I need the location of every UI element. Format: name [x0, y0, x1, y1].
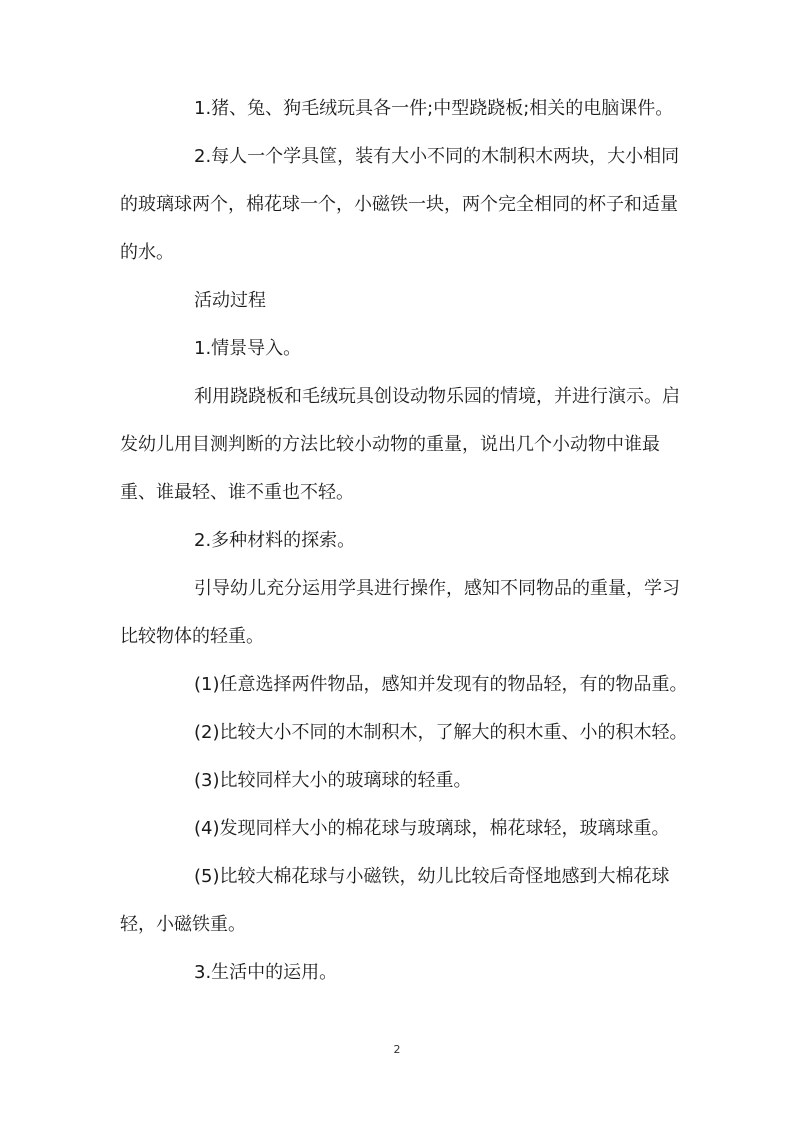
- list-item-2: (2)比较大小不同的木制积木，了解大的积木重、小的积木轻。: [194, 722, 688, 743]
- paragraph-scenario-intro: 利用跷跷板和毛绒玩具创设动物乐园的情境，并进行演示。启发幼儿用目测判断的方法比较小动物的重量，说出几个小动物中谁最重、谁最轻、谁不重也不轻。: [120, 386, 680, 503]
- section-heading-activity-process: 活动过程: [194, 290, 266, 311]
- list-item-5: (5)比较大棉花球与小磁铁，幼儿比较后奇怪地感到大棉花球轻，小磁铁重。: [120, 866, 670, 935]
- paragraph-materials-2: 2.每人一个学具筐，装有大小不同的木制积木两块，大小相同的玻璃球两个，棉花球一个，小磁铁一块，两个完全相同的杯子和适量的水。: [120, 146, 680, 263]
- list-item-3: (3)比较同样大小的玻璃球的轻重。: [194, 770, 472, 791]
- paragraph-material-exploration: 引导幼儿充分运用学具进行操作，感知不同物品的重量，学习比较物体的轻重。: [120, 578, 680, 647]
- list-item-1: (1)任意选择两件物品，感知并发现有的物品轻，有的物品重。: [194, 674, 688, 695]
- step-heading-daily-life: 3.生活中的运用。: [194, 962, 338, 983]
- step-heading-scenario-intro: 1.情景导入。: [194, 338, 302, 359]
- list-item-4: (4)发现同样大小的棉花球与玻璃球，棉花球轻，玻璃球重。: [194, 818, 670, 839]
- step-heading-material-exploration: 2.多种材料的探索。: [194, 530, 356, 551]
- page-number: 2: [393, 1043, 401, 1056]
- paragraph-materials-1: 1.猪、兔、狗毛绒玩具各一件;中型跷跷板;相关的电脑课件。: [194, 98, 674, 119]
